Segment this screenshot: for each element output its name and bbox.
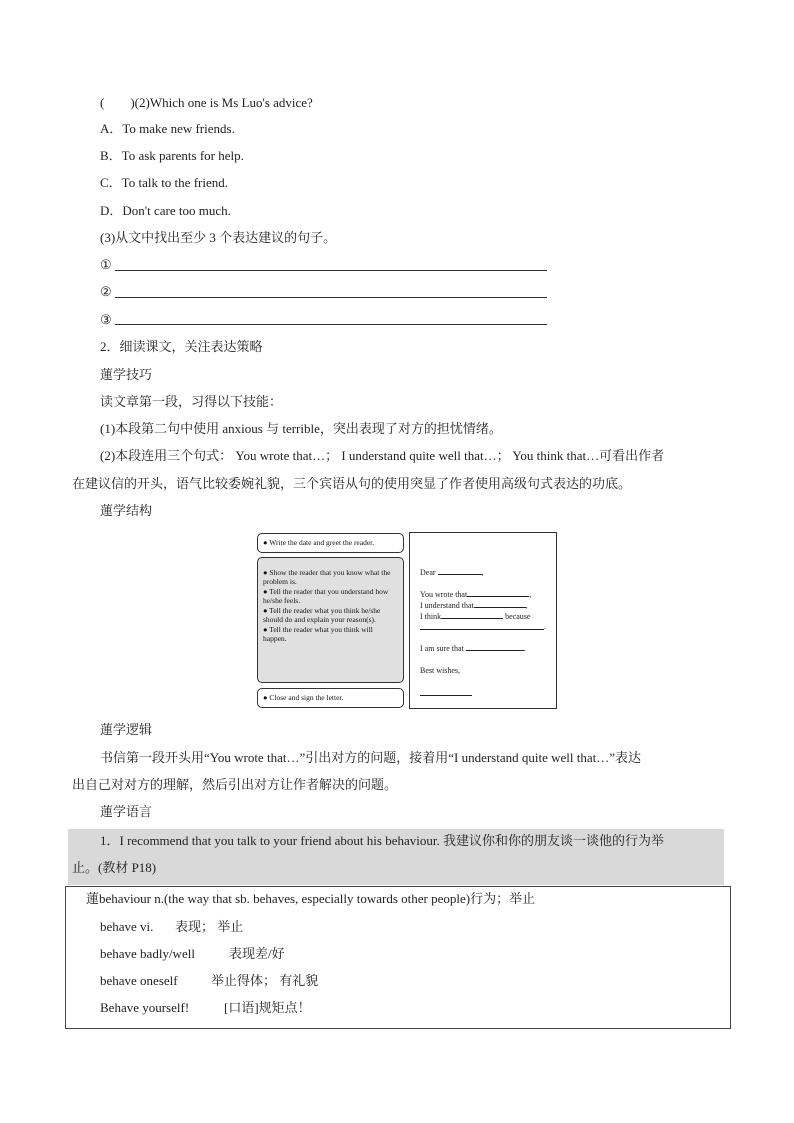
letter-dear: Dear [420, 568, 436, 577]
letter-template: Dear , You wrote that , I understand that , I think because . I am sure that . Best wishes, [409, 532, 557, 709]
point-2-line-1: (2)本段连用三个句式： You wrote that…； I understand quite well that…； You think that…可看出作者 [100, 448, 665, 463]
vocab-zh-1: 表现； 举止 [175, 919, 244, 934]
structure-greeting-text: Write the date and greet the reader. [269, 538, 375, 547]
structure-closing-text: Close and sign the letter. [269, 693, 344, 702]
letter-signature-line [420, 695, 472, 696]
answer-line-2[interactable] [115, 297, 547, 298]
option-b: B．To ask parents for help. [100, 148, 244, 163]
question-stem: ( )(2)Which one is Ms Luo's advice? [100, 95, 313, 110]
logic-line-2: 出自己对对方的理解，然后引出对方让作者解决的问题。 [72, 777, 398, 792]
blank-mark-3: ③ [100, 312, 112, 327]
logic-line-1: 书信第一段开头用“You wrote that…”引出对方的问题，接着用“I understand quite well that…”表达 [100, 750, 641, 765]
language-title: 蓮学语言 [100, 804, 153, 819]
structure-box-closing: ● Close and sign the letter. [257, 688, 404, 708]
blank-mark-2: ② [100, 284, 112, 299]
vocab-en-3: behave oneself [100, 973, 178, 988]
logic-title: 蓮学逻辑 [100, 722, 153, 737]
vocab-zh-3: 举止得体； 有礼貌 [211, 973, 319, 988]
vocab-zh-4: [口语]规矩点！ [224, 1000, 311, 1015]
answer-line-3[interactable] [115, 324, 547, 325]
option-c: C．To talk to the friend. [100, 175, 228, 190]
vocab-en-4: Behave yourself! [100, 1000, 190, 1015]
structure-body-text-2: Tell the reader that you understand how he/she feels. [263, 587, 389, 605]
option-a: A．To make new friends. [100, 121, 235, 136]
letter-wishes: Best wishes, [420, 666, 460, 675]
vocab-en-1: behave vi. [100, 919, 154, 934]
structure-body-text-1: Show the reader that you know what the problem is. [263, 568, 391, 586]
blank-mark-1: ① [100, 257, 112, 272]
structure-body-text-4: Tell the reader what you think will happen. [263, 625, 373, 643]
structure-title: 蓮学结构 [100, 503, 153, 518]
structure-body-text-3: Tell the reader what you think he/she should do and explain your reason(s). [263, 606, 381, 624]
skill-intro: 读文章第一段，习得以下技能： [100, 394, 283, 409]
vocab-en-2: behave badly/well [100, 946, 195, 961]
letter-think: I think [420, 612, 442, 621]
example-line-1: 1．I recommend that you talk to your friend about his behaviour. 我建议你和你的朋友谈一谈他的行为举 [100, 833, 664, 848]
skill-title: 蓮学技巧 [100, 367, 153, 382]
structure-box-body: ● Show the reader that you know what the problem is. ● Tell the reader that you understand how he/she feels. ● Tell the reader what you think he/she should do and explain your reason(s). ● Tell the reader what you think will happen. [257, 557, 404, 683]
option-d: D．Don't care too much. [100, 203, 231, 218]
vocab-zh-2: 表现差/好 [229, 946, 285, 961]
letter-understand: I understand that [420, 601, 474, 610]
letter-sure: I am sure that [420, 644, 464, 653]
point-1: (1)本段第二句中使用 anxious 与 terrible，突出表现了对方的担忧情绪。 [100, 421, 502, 436]
letter-because: because [505, 612, 531, 621]
structure-box-greeting: ● Write the date and greet the reader. [257, 533, 404, 553]
answer-line-1[interactable] [115, 270, 547, 271]
point-2-line-2: 在建议信的开头，语气比较委婉礼貌，三个宾语从句的使用突显了作者使用高级句式表达的功底。 [72, 476, 632, 491]
example-line-2: 止。(教材 P18) [72, 860, 157, 875]
vocab-headword: 蓮behaviour n.(the way that sb. behaves, especially towards other people)行为；举止 [86, 891, 536, 906]
question-3: (3)从文中找出至少 3 个表达建议的句子。 [100, 230, 337, 245]
section-heading: 2．细读课文，关注表达策略 [100, 339, 263, 354]
letter-wrote: You wrote that [420, 590, 468, 599]
